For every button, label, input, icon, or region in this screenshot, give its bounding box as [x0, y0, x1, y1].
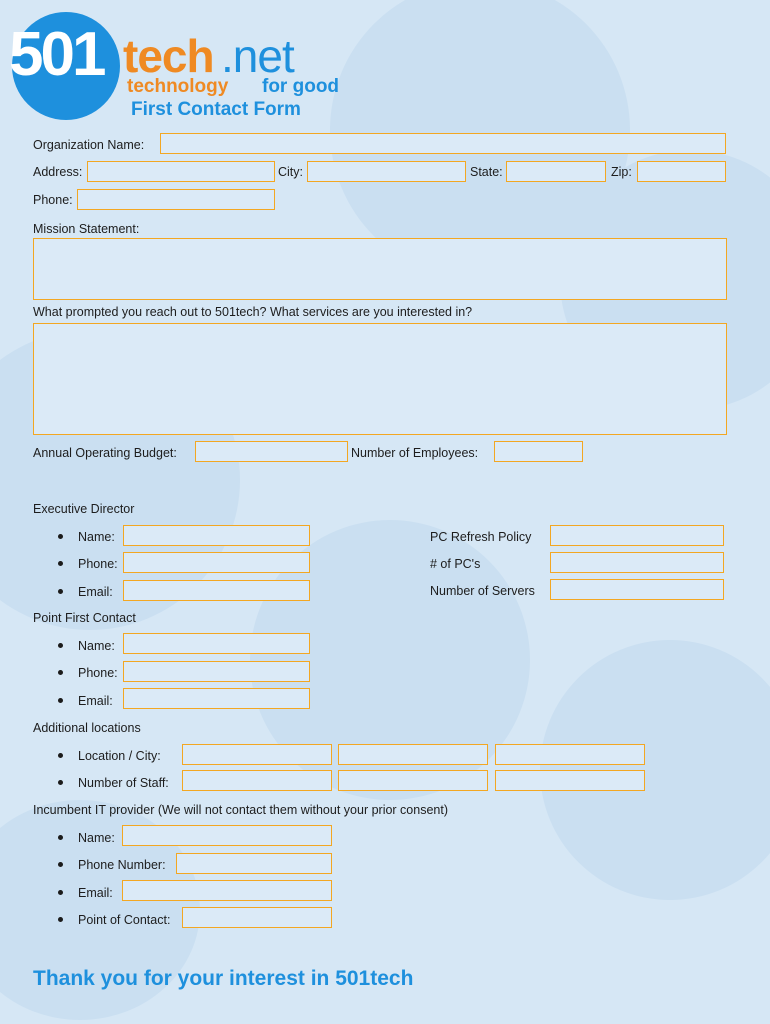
incumbent-contact-label: Point of Contact:: [78, 913, 171, 927]
pc-email-field[interactable]: [123, 688, 310, 709]
bullet: [58, 862, 63, 867]
pc-refresh-label: PC Refresh Policy: [430, 530, 532, 544]
zip-field[interactable]: [637, 161, 726, 182]
location-city-field-2[interactable]: [338, 744, 488, 765]
location-city-label: Location / City:: [78, 749, 161, 763]
bullet: [58, 589, 63, 594]
additional-locations-heading: Additional locations: [33, 721, 141, 735]
staff-count-field-2[interactable]: [338, 770, 488, 791]
bullet: [58, 890, 63, 895]
pc-count-field[interactable]: [550, 552, 724, 573]
staff-count-field-3[interactable]: [495, 770, 645, 791]
ed-name-label: Name:: [78, 530, 115, 544]
pc-count-label: # of PC's: [430, 557, 481, 571]
ed-email-field[interactable]: [123, 580, 310, 601]
state-field[interactable]: [506, 161, 606, 182]
zip-label: Zip:: [611, 165, 632, 179]
logo-tagline-for-good: for good: [262, 76, 340, 97]
incumbent-heading: Incumbent IT provider (We will not contact them without your prior consent): [33, 803, 448, 817]
logo-net: .net: [221, 30, 294, 82]
phone-field[interactable]: [77, 189, 275, 210]
mission-label: Mission Statement:: [33, 222, 140, 236]
incumbent-email-label: Email:: [78, 886, 113, 900]
point-contact-heading: Point First Contact: [33, 611, 136, 625]
executive-director-heading: Executive Director: [33, 502, 135, 516]
servers-field[interactable]: [550, 579, 724, 600]
incumbent-phone-label: Phone Number:: [78, 858, 166, 872]
location-city-field-3[interactable]: [495, 744, 645, 765]
servers-label: Number of Servers: [430, 584, 535, 598]
logo-tagline-technology: technology: [127, 76, 229, 97]
logo-tech: tech: [123, 30, 214, 82]
ed-name-field[interactable]: [123, 525, 310, 546]
pc-refresh-field[interactable]: [550, 525, 724, 546]
address-field[interactable]: [87, 161, 275, 182]
incumbent-name-field[interactable]: [122, 825, 332, 846]
bullet: [58, 835, 63, 840]
city-field[interactable]: [307, 161, 466, 182]
phone-label: Phone:: [33, 193, 73, 207]
staff-count-field-1[interactable]: [182, 770, 332, 791]
bullet: [58, 917, 63, 922]
bullet: [58, 534, 63, 539]
pc-name-field[interactable]: [123, 633, 310, 654]
pc-email-label: Email:: [78, 694, 113, 708]
incumbent-name-label: Name:: [78, 831, 115, 845]
incumbent-phone-field[interactable]: [176, 853, 332, 874]
org-name-field[interactable]: [160, 133, 726, 154]
bullet: [58, 643, 63, 648]
thank-you-message: Thank you for your interest in 501tech: [33, 967, 414, 990]
location-city-field-1[interactable]: [182, 744, 332, 765]
bullet: [58, 698, 63, 703]
form-title: First Contact Form: [131, 99, 301, 120]
incumbent-email-field[interactable]: [122, 880, 332, 901]
org-name-label: Organization Name:: [33, 138, 145, 152]
bullet: [58, 670, 63, 675]
budget-label: Annual Operating Budget:: [33, 446, 177, 460]
pc-name-label: Name:: [78, 639, 115, 653]
employees-field[interactable]: [494, 441, 583, 462]
ed-phone-label: Phone:: [78, 557, 118, 571]
ed-phone-field[interactable]: [123, 552, 310, 573]
address-label: Address:: [33, 165, 83, 179]
pc-phone-field[interactable]: [123, 661, 310, 682]
services-field[interactable]: [33, 323, 727, 435]
bullet: [58, 561, 63, 566]
employees-label: Number of Employees:: [351, 446, 479, 460]
bullet: [58, 780, 63, 785]
mission-statement-field[interactable]: [33, 238, 727, 300]
staff-count-label: Number of Staff:: [78, 776, 169, 790]
incumbent-contact-field[interactable]: [182, 907, 332, 928]
city-label: City:: [278, 165, 303, 179]
pc-phone-label: Phone:: [78, 666, 118, 680]
logo-501: 501: [9, 20, 104, 89]
state-label: State:: [470, 165, 503, 179]
budget-field[interactable]: [195, 441, 348, 462]
services-prompt-label: What prompted you reach out to 501tech? What services are you interested in?: [33, 305, 473, 319]
bullet: [58, 753, 63, 758]
ed-email-label: Email:: [78, 585, 113, 599]
